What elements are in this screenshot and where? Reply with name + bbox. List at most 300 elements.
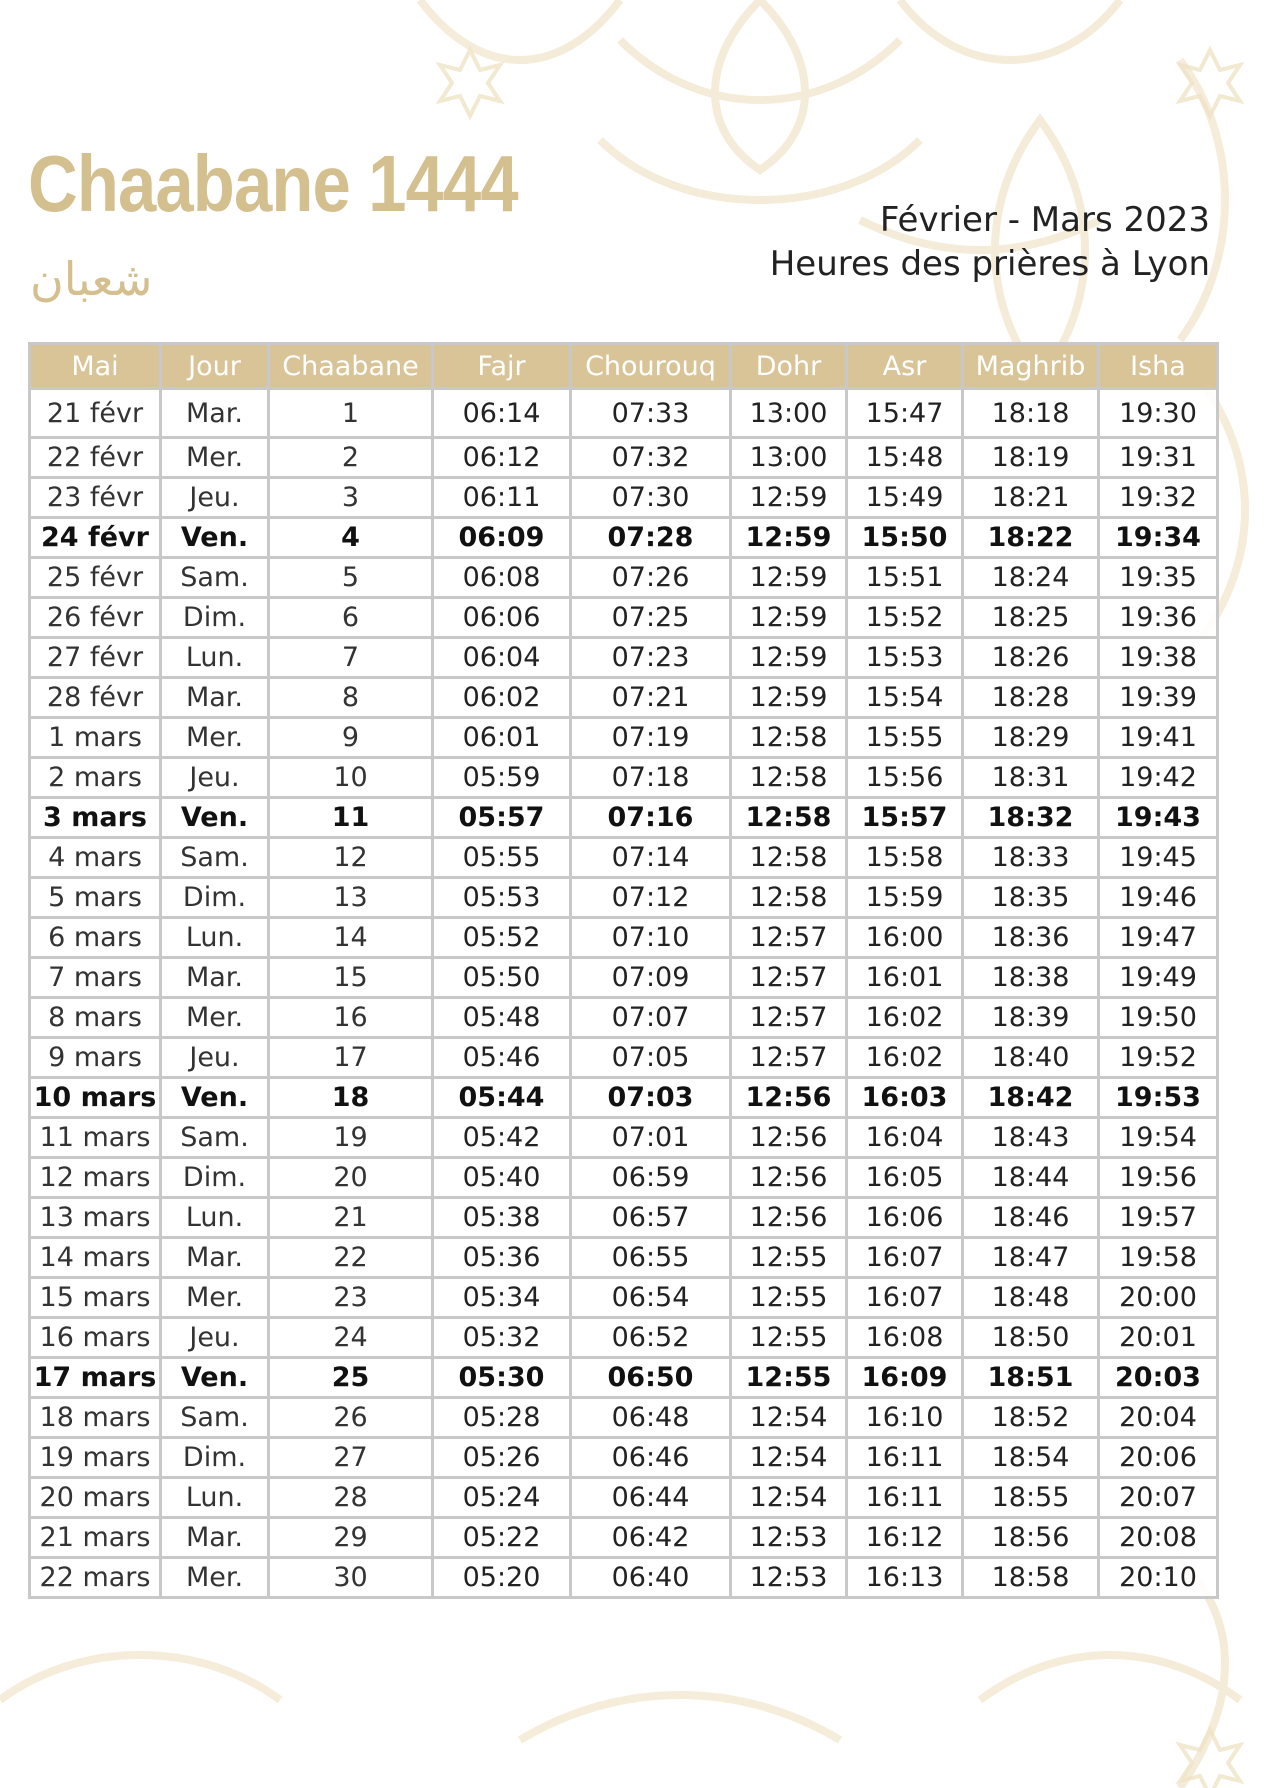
table-cell-mai: 22 févr bbox=[30, 438, 161, 478]
table-row bbox=[30, 1198, 1218, 1238]
table-cell-maghrib: 18:22 bbox=[963, 518, 1099, 558]
table-cell-isha: 19:36 bbox=[1099, 598, 1218, 638]
table-cell-fajr: 05:46 bbox=[433, 1038, 571, 1078]
table-cell-jour: Jeu. bbox=[161, 1318, 269, 1358]
table-row bbox=[30, 1318, 1218, 1358]
table-cell-fajr: 05:59 bbox=[433, 758, 571, 798]
table-cell-asr: 15:54 bbox=[847, 678, 963, 718]
table-cell-isha: 19:39 bbox=[1099, 678, 1218, 718]
column-header-chaabane: Chaabane bbox=[269, 344, 433, 389]
table-cell-maghrib: 18:26 bbox=[963, 638, 1099, 678]
table-cell-jour: Mar. bbox=[161, 678, 269, 718]
table-cell-jour: Sam. bbox=[161, 1118, 269, 1158]
table-cell-isha: 19:35 bbox=[1099, 558, 1218, 598]
table-cell-chourouq: 06:55 bbox=[571, 1238, 731, 1278]
table-body bbox=[30, 389, 1218, 1598]
table-row bbox=[30, 1358, 1218, 1398]
table-cell-isha: 19:58 bbox=[1099, 1238, 1218, 1278]
page-title: Chaabane 1444 bbox=[28, 139, 518, 228]
table-cell-mai: 25 févr bbox=[30, 558, 161, 598]
table-cell-dohr: 12:57 bbox=[731, 998, 847, 1038]
table-header-row bbox=[30, 344, 1218, 389]
table-cell-chaabane: 30 bbox=[269, 1558, 433, 1598]
table-cell-chaabane: 12 bbox=[269, 838, 433, 878]
table-cell-fajr: 06:02 bbox=[433, 678, 571, 718]
table-cell-maghrib: 18:29 bbox=[963, 718, 1099, 758]
table-cell-maghrib: 18:46 bbox=[963, 1198, 1099, 1238]
table-cell-jour: Ven. bbox=[161, 518, 269, 558]
table-cell-isha: 20:00 bbox=[1099, 1278, 1218, 1318]
table-cell-chaabane: 29 bbox=[269, 1518, 433, 1558]
table-cell-jour: Mer. bbox=[161, 1278, 269, 1318]
column-header-isha: Isha bbox=[1099, 344, 1218, 389]
table-cell-maghrib: 18:19 bbox=[963, 438, 1099, 478]
table-cell-chaabane: 24 bbox=[269, 1318, 433, 1358]
table-cell-maghrib: 18:24 bbox=[963, 558, 1099, 598]
table-cell-maghrib: 18:44 bbox=[963, 1158, 1099, 1198]
table-row bbox=[30, 1398, 1218, 1438]
table-cell-jour: Dim. bbox=[161, 598, 269, 638]
table-cell-fajr: 05:38 bbox=[433, 1198, 571, 1238]
table-cell-fajr: 05:44 bbox=[433, 1078, 571, 1118]
table-cell-asr: 16:02 bbox=[847, 998, 963, 1038]
table-cell-fajr: 05:26 bbox=[433, 1438, 571, 1478]
table-cell-fajr: 06:08 bbox=[433, 558, 571, 598]
table-cell-fajr: 05:52 bbox=[433, 918, 571, 958]
table-cell-asr: 16:11 bbox=[847, 1478, 963, 1518]
table-cell-asr: 16:11 bbox=[847, 1438, 963, 1478]
table-cell-isha: 19:47 bbox=[1099, 918, 1218, 958]
table-cell-chourouq: 07:10 bbox=[571, 918, 731, 958]
table-cell-jour: Ven. bbox=[161, 1358, 269, 1398]
table-row bbox=[30, 389, 1218, 438]
table-cell-mai: 9 mars bbox=[30, 1038, 161, 1078]
table-cell-chourouq: 06:52 bbox=[571, 1318, 731, 1358]
table-cell-mai: 24 févr bbox=[30, 518, 161, 558]
table-cell-asr: 15:48 bbox=[847, 438, 963, 478]
table-cell-asr: 15:57 bbox=[847, 798, 963, 838]
table-cell-jour: Jeu. bbox=[161, 1038, 269, 1078]
table-cell-mai: 1 mars bbox=[30, 718, 161, 758]
table-cell-asr: 16:08 bbox=[847, 1318, 963, 1358]
table-cell-mai: 22 mars bbox=[30, 1558, 161, 1598]
table-cell-chaabane: 9 bbox=[269, 718, 433, 758]
table-cell-dohr: 12:53 bbox=[731, 1518, 847, 1558]
table-cell-fajr: 05:42 bbox=[433, 1118, 571, 1158]
table-cell-mai: 28 févr bbox=[30, 678, 161, 718]
table-cell-mai: 13 mars bbox=[30, 1198, 161, 1238]
table-cell-dohr: 12:58 bbox=[731, 758, 847, 798]
table-cell-asr: 15:56 bbox=[847, 758, 963, 798]
subtitle-block bbox=[770, 198, 1210, 286]
table-cell-isha: 19:46 bbox=[1099, 878, 1218, 918]
table-cell-fajr: 05:22 bbox=[433, 1518, 571, 1558]
table-cell-dohr: 12:59 bbox=[731, 598, 847, 638]
table-cell-dohr: 12:58 bbox=[731, 798, 847, 838]
table-cell-chaabane: 1 bbox=[269, 389, 433, 438]
table-cell-dohr: 12:55 bbox=[731, 1278, 847, 1318]
table-cell-isha: 19:53 bbox=[1099, 1078, 1218, 1118]
table-cell-isha: 20:06 bbox=[1099, 1438, 1218, 1478]
table-cell-chourouq: 06:42 bbox=[571, 1518, 731, 1558]
table-cell-dohr: 12:54 bbox=[731, 1478, 847, 1518]
table-row bbox=[30, 1038, 1218, 1078]
table-cell-fajr: 06:04 bbox=[433, 638, 571, 678]
table-cell-chourouq: 07:09 bbox=[571, 958, 731, 998]
table-cell-isha: 20:08 bbox=[1099, 1518, 1218, 1558]
table-cell-jour: Lun. bbox=[161, 638, 269, 678]
column-header-jour: Jour bbox=[161, 344, 269, 389]
table-cell-chaabane: 27 bbox=[269, 1438, 433, 1478]
table-cell-dohr: 12:57 bbox=[731, 1038, 847, 1078]
table-cell-chaabane: 2 bbox=[269, 438, 433, 478]
table-cell-maghrib: 18:18 bbox=[963, 389, 1099, 438]
table-row bbox=[30, 438, 1218, 478]
table-cell-chourouq: 06:59 bbox=[571, 1158, 731, 1198]
table-cell-mai: 20 mars bbox=[30, 1478, 161, 1518]
table-cell-mai: 4 mars bbox=[30, 838, 161, 878]
table-cell-maghrib: 18:32 bbox=[963, 798, 1099, 838]
table-cell-chaabane: 21 bbox=[269, 1198, 433, 1238]
table-cell-chaabane: 13 bbox=[269, 878, 433, 918]
table-cell-chaabane: 4 bbox=[269, 518, 433, 558]
location-label: Heures des prières à Lyon bbox=[769, 244, 1210, 284]
table-cell-maghrib: 18:55 bbox=[963, 1478, 1099, 1518]
table-cell-maghrib: 18:40 bbox=[963, 1038, 1099, 1078]
table-row bbox=[30, 958, 1218, 998]
table-cell-chaabane: 6 bbox=[269, 598, 433, 638]
table-cell-chaabane: 10 bbox=[269, 758, 433, 798]
table-cell-dohr: 12:59 bbox=[731, 638, 847, 678]
table-cell-isha: 19:50 bbox=[1099, 998, 1218, 1038]
table-cell-chourouq: 06:40 bbox=[571, 1558, 731, 1598]
table-cell-chourouq: 07:19 bbox=[571, 718, 731, 758]
table-cell-maghrib: 18:21 bbox=[963, 478, 1099, 518]
table-cell-isha: 19:32 bbox=[1099, 478, 1218, 518]
table-cell-isha: 19:31 bbox=[1099, 438, 1218, 478]
table-cell-maghrib: 18:38 bbox=[963, 958, 1099, 998]
table-cell-chaabane: 23 bbox=[269, 1278, 433, 1318]
table-row bbox=[30, 1438, 1218, 1478]
table-cell-jour: Mer. bbox=[161, 998, 269, 1038]
table-cell-asr: 16:07 bbox=[847, 1238, 963, 1278]
arabic-title: شعبان bbox=[30, 252, 153, 306]
table-cell-chaabane: 17 bbox=[269, 1038, 433, 1078]
table-cell-chourouq: 06:54 bbox=[571, 1278, 731, 1318]
table-cell-mai: 14 mars bbox=[30, 1238, 161, 1278]
column-header-chourouq: Chourouq bbox=[571, 344, 731, 389]
table-cell-fajr: 05:24 bbox=[433, 1478, 571, 1518]
table-cell-chourouq: 06:50 bbox=[571, 1358, 731, 1398]
table-cell-fajr: 05:36 bbox=[433, 1238, 571, 1278]
table-cell-dohr: 12:55 bbox=[731, 1358, 847, 1398]
table-cell-dohr: 12:55 bbox=[731, 1318, 847, 1358]
table-cell-maghrib: 18:36 bbox=[963, 918, 1099, 958]
table-cell-jour: Mer. bbox=[161, 438, 269, 478]
table-cell-maghrib: 18:42 bbox=[963, 1078, 1099, 1118]
table-cell-jour: Lun. bbox=[161, 918, 269, 958]
table-row bbox=[30, 918, 1218, 958]
column-header-mai: Mai bbox=[30, 344, 161, 389]
table-cell-isha: 19:49 bbox=[1099, 958, 1218, 998]
table-cell-dohr: 12:55 bbox=[731, 1238, 847, 1278]
table-cell-mai: 11 mars bbox=[30, 1118, 161, 1158]
table-cell-fajr: 05:28 bbox=[433, 1398, 571, 1438]
table-cell-asr: 15:49 bbox=[847, 478, 963, 518]
table-cell-mai: 26 févr bbox=[30, 598, 161, 638]
column-header-fajr: Fajr bbox=[433, 344, 571, 389]
table-cell-isha: 19:57 bbox=[1099, 1198, 1218, 1238]
prayer-times-table bbox=[28, 342, 1219, 1599]
table-cell-chaabane: 28 bbox=[269, 1478, 433, 1518]
table-cell-jour: Sam. bbox=[161, 558, 269, 598]
table-cell-mai: 21 févr bbox=[30, 389, 161, 438]
table-cell-maghrib: 18:33 bbox=[963, 838, 1099, 878]
table-cell-asr: 16:00 bbox=[847, 918, 963, 958]
table-cell-chourouq: 06:48 bbox=[571, 1398, 731, 1438]
table-cell-chaabane: 7 bbox=[269, 638, 433, 678]
table-cell-maghrib: 18:39 bbox=[963, 998, 1099, 1038]
table-cell-chourouq: 07:14 bbox=[571, 838, 731, 878]
table-cell-fajr: 05:50 bbox=[433, 958, 571, 998]
table-cell-isha: 19:38 bbox=[1099, 638, 1218, 678]
table-cell-fajr: 06:06 bbox=[433, 598, 571, 638]
table-cell-fajr: 05:53 bbox=[433, 878, 571, 918]
table-cell-fajr: 05:57 bbox=[433, 798, 571, 838]
table-cell-chaabane: 8 bbox=[269, 678, 433, 718]
table-cell-jour: Mar. bbox=[161, 958, 269, 998]
table-cell-mai: 7 mars bbox=[30, 958, 161, 998]
table-cell-asr: 16:04 bbox=[847, 1118, 963, 1158]
table-cell-mai: 12 mars bbox=[30, 1158, 161, 1198]
table-cell-jour: Lun. bbox=[161, 1198, 269, 1238]
table-cell-jour: Mar. bbox=[161, 1518, 269, 1558]
table-cell-fajr: 05:55 bbox=[433, 838, 571, 878]
table-row bbox=[30, 1078, 1218, 1118]
table-cell-dohr: 12:59 bbox=[731, 478, 847, 518]
table-cell-dohr: 12:57 bbox=[731, 958, 847, 998]
table-cell-asr: 16:02 bbox=[847, 1038, 963, 1078]
table-cell-chaabane: 3 bbox=[269, 478, 433, 518]
table-cell-asr: 16:13 bbox=[847, 1558, 963, 1598]
table-cell-isha: 20:01 bbox=[1099, 1318, 1218, 1358]
table-cell-chourouq: 07:12 bbox=[571, 878, 731, 918]
table-cell-maghrib: 18:35 bbox=[963, 878, 1099, 918]
table-cell-chaabane: 20 bbox=[269, 1158, 433, 1198]
table-cell-asr: 15:51 bbox=[847, 558, 963, 598]
table-cell-isha: 19:45 bbox=[1099, 838, 1218, 878]
table-cell-chourouq: 07:23 bbox=[571, 638, 731, 678]
table-row bbox=[30, 598, 1218, 638]
table-cell-jour: Dim. bbox=[161, 1158, 269, 1198]
table-cell-mai: 27 févr bbox=[30, 638, 161, 678]
table-cell-isha: 20:10 bbox=[1099, 1558, 1218, 1598]
table-cell-dohr: 12:56 bbox=[731, 1158, 847, 1198]
table-cell-dohr: 12:56 bbox=[731, 1078, 847, 1118]
table-row bbox=[30, 758, 1218, 798]
table-cell-maghrib: 18:52 bbox=[963, 1398, 1099, 1438]
table-cell-dohr: 12:58 bbox=[731, 838, 847, 878]
table-row bbox=[30, 1478, 1218, 1518]
table-cell-fajr: 05:40 bbox=[433, 1158, 571, 1198]
table-cell-isha: 20:04 bbox=[1099, 1398, 1218, 1438]
table-cell-jour: Ven. bbox=[161, 798, 269, 838]
table-cell-chourouq: 07:03 bbox=[571, 1078, 731, 1118]
table-row bbox=[30, 1238, 1218, 1278]
table-cell-fajr: 05:48 bbox=[433, 998, 571, 1038]
table-cell-fajr: 05:32 bbox=[433, 1318, 571, 1358]
table-cell-fajr: 05:30 bbox=[433, 1358, 571, 1398]
table-cell-chaabane: 11 bbox=[269, 798, 433, 838]
table-cell-maghrib: 18:43 bbox=[963, 1118, 1099, 1158]
table-cell-chaabane: 26 bbox=[269, 1398, 433, 1438]
table-row bbox=[30, 558, 1218, 598]
table-cell-asr: 16:10 bbox=[847, 1398, 963, 1438]
table-cell-asr: 15:47 bbox=[847, 389, 963, 438]
table-cell-chaabane: 25 bbox=[269, 1358, 433, 1398]
table-cell-fajr: 06:14 bbox=[433, 389, 571, 438]
table-cell-mai: 5 mars bbox=[30, 878, 161, 918]
table-cell-maghrib: 18:28 bbox=[963, 678, 1099, 718]
table-cell-mai: 10 mars bbox=[30, 1078, 161, 1118]
table-cell-dohr: 12:56 bbox=[731, 1198, 847, 1238]
table-cell-chourouq: 07:05 bbox=[571, 1038, 731, 1078]
table-row bbox=[30, 1518, 1218, 1558]
table-cell-chourouq: 07:18 bbox=[571, 758, 731, 798]
table-cell-isha: 20:03 bbox=[1099, 1358, 1218, 1398]
table-cell-dohr: 12:59 bbox=[731, 518, 847, 558]
table-cell-dohr: 12:54 bbox=[731, 1438, 847, 1478]
table-cell-isha: 19:34 bbox=[1099, 518, 1218, 558]
table-row bbox=[30, 1158, 1218, 1198]
table-cell-chourouq: 06:44 bbox=[571, 1478, 731, 1518]
table-cell-dohr: 13:00 bbox=[731, 438, 847, 478]
table-row bbox=[30, 878, 1218, 918]
table-cell-fajr: 05:34 bbox=[433, 1278, 571, 1318]
table-cell-chaabane: 14 bbox=[269, 918, 433, 958]
table-cell-jour: Mar. bbox=[161, 1238, 269, 1278]
table-cell-chourouq: 07:21 bbox=[571, 678, 731, 718]
table-cell-mai: 15 mars bbox=[30, 1278, 161, 1318]
table-cell-fajr: 06:01 bbox=[433, 718, 571, 758]
table-cell-dohr: 12:59 bbox=[731, 558, 847, 598]
table-row bbox=[30, 998, 1218, 1038]
table-row bbox=[30, 798, 1218, 838]
column-header-maghrib: Maghrib bbox=[963, 344, 1099, 389]
table-cell-chourouq: 07:26 bbox=[571, 558, 731, 598]
table-row bbox=[30, 1278, 1218, 1318]
table-row bbox=[30, 638, 1218, 678]
table-cell-dohr: 12:59 bbox=[731, 678, 847, 718]
table-cell-chaabane: 18 bbox=[269, 1078, 433, 1118]
period-label: Février - Mars 2023 bbox=[879, 200, 1210, 240]
column-header-dohr: Dohr bbox=[731, 344, 847, 389]
table-cell-asr: 16:03 bbox=[847, 1078, 963, 1118]
table-row bbox=[30, 478, 1218, 518]
table-cell-mai: 8 mars bbox=[30, 998, 161, 1038]
table-cell-dohr: 12:54 bbox=[731, 1398, 847, 1438]
table-cell-asr: 15:59 bbox=[847, 878, 963, 918]
table-cell-maghrib: 18:31 bbox=[963, 758, 1099, 798]
table-cell-asr: 16:12 bbox=[847, 1518, 963, 1558]
table-cell-chourouq: 07:28 bbox=[571, 518, 731, 558]
table-cell-mai: 19 mars bbox=[30, 1438, 161, 1478]
table-cell-fajr: 05:20 bbox=[433, 1558, 571, 1598]
table-cell-chaabane: 22 bbox=[269, 1238, 433, 1278]
table-cell-chaabane: 16 bbox=[269, 998, 433, 1038]
table-cell-chourouq: 07:16 bbox=[571, 798, 731, 838]
table-row bbox=[30, 718, 1218, 758]
table-cell-jour: Mar. bbox=[161, 389, 269, 438]
table-cell-isha: 19:54 bbox=[1099, 1118, 1218, 1158]
table-cell-chourouq: 06:46 bbox=[571, 1438, 731, 1478]
table-cell-asr: 15:53 bbox=[847, 638, 963, 678]
table-cell-maghrib: 18:25 bbox=[963, 598, 1099, 638]
table-cell-chaabane: 15 bbox=[269, 958, 433, 998]
table-cell-asr: 15:55 bbox=[847, 718, 963, 758]
table-cell-chourouq: 07:33 bbox=[571, 389, 731, 438]
table-cell-mai: 18 mars bbox=[30, 1398, 161, 1438]
table-cell-isha: 19:42 bbox=[1099, 758, 1218, 798]
table-cell-maghrib: 18:47 bbox=[963, 1238, 1099, 1278]
table-cell-dohr: 12:57 bbox=[731, 918, 847, 958]
table-cell-fajr: 06:12 bbox=[433, 438, 571, 478]
table-row bbox=[30, 838, 1218, 878]
table-row bbox=[30, 1558, 1218, 1598]
table-cell-chourouq: 07:01 bbox=[571, 1118, 731, 1158]
table-cell-dohr: 12:53 bbox=[731, 1558, 847, 1598]
table-cell-dohr: 13:00 bbox=[731, 389, 847, 438]
table-cell-jour: Lun. bbox=[161, 1478, 269, 1518]
table-cell-asr: 16:09 bbox=[847, 1358, 963, 1398]
table-cell-chaabane: 19 bbox=[269, 1118, 433, 1158]
table-cell-mai: 21 mars bbox=[30, 1518, 161, 1558]
table-cell-maghrib: 18:48 bbox=[963, 1278, 1099, 1318]
table-row bbox=[30, 1118, 1218, 1158]
table-cell-dohr: 12:56 bbox=[731, 1118, 847, 1158]
table-cell-isha: 19:52 bbox=[1099, 1038, 1218, 1078]
table-cell-jour: Mer. bbox=[161, 718, 269, 758]
table-cell-chourouq: 07:30 bbox=[571, 478, 731, 518]
table-cell-asr: 15:52 bbox=[847, 598, 963, 638]
table-cell-isha: 19:41 bbox=[1099, 718, 1218, 758]
table-cell-maghrib: 18:58 bbox=[963, 1558, 1099, 1598]
table-cell-asr: 16:01 bbox=[847, 958, 963, 998]
table-cell-jour: Mer. bbox=[161, 1558, 269, 1598]
table-cell-mai: 6 mars bbox=[30, 918, 161, 958]
table-cell-jour: Ven. bbox=[161, 1078, 269, 1118]
table-cell-mai: 17 mars bbox=[30, 1358, 161, 1398]
table-cell-mai: 2 mars bbox=[30, 758, 161, 798]
table-cell-jour: Jeu. bbox=[161, 478, 269, 518]
table-cell-chaabane: 5 bbox=[269, 558, 433, 598]
table-cell-maghrib: 18:56 bbox=[963, 1518, 1099, 1558]
table-cell-isha: 20:07 bbox=[1099, 1478, 1218, 1518]
table-cell-maghrib: 18:54 bbox=[963, 1438, 1099, 1478]
table-cell-asr: 16:05 bbox=[847, 1158, 963, 1198]
table-cell-dohr: 12:58 bbox=[731, 878, 847, 918]
table-cell-jour: Sam. bbox=[161, 838, 269, 878]
table-cell-jour: Jeu. bbox=[161, 758, 269, 798]
table-cell-isha: 19:30 bbox=[1099, 389, 1218, 438]
table-cell-isha: 19:56 bbox=[1099, 1158, 1218, 1198]
table-cell-asr: 15:50 bbox=[847, 518, 963, 558]
table-cell-chourouq: 07:25 bbox=[571, 598, 731, 638]
table-cell-asr: 16:07 bbox=[847, 1278, 963, 1318]
table-cell-chourouq: 06:57 bbox=[571, 1198, 731, 1238]
table-cell-chourouq: 07:07 bbox=[571, 998, 731, 1038]
table-cell-mai: 16 mars bbox=[30, 1318, 161, 1358]
